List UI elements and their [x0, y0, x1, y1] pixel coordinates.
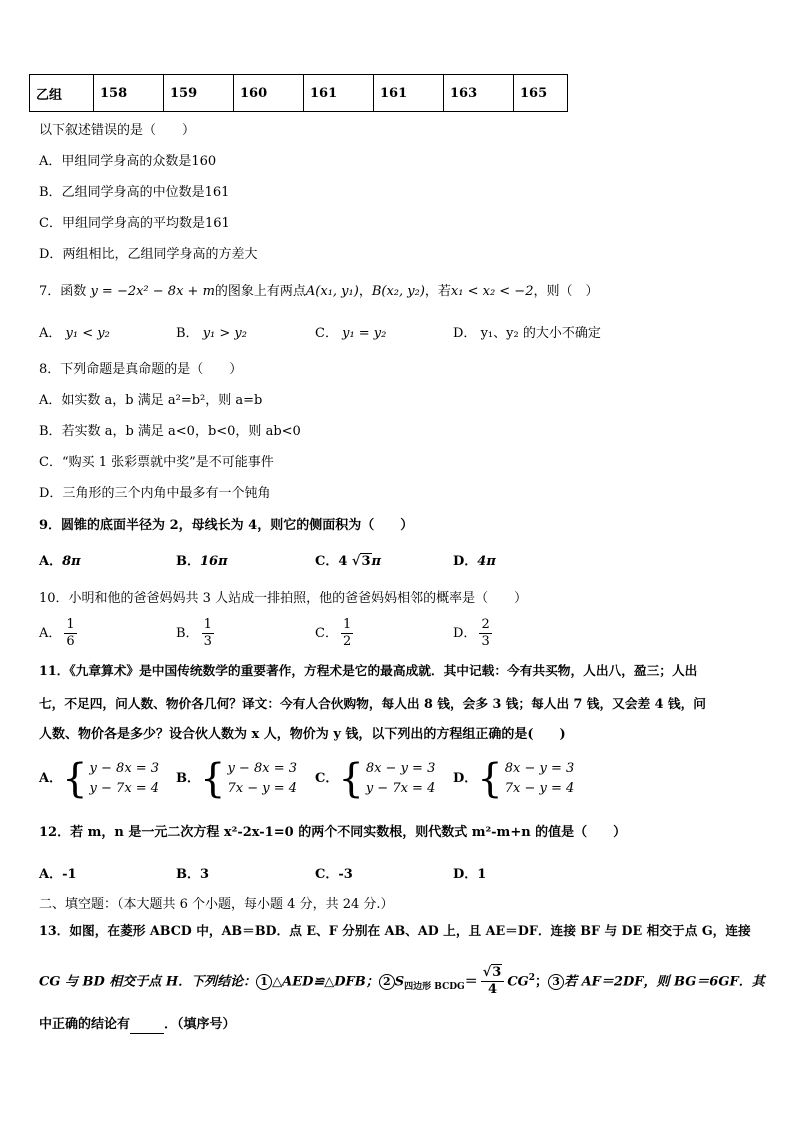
option-text: 1 — [477, 867, 487, 882]
q11-option-a — [39, 757, 159, 801]
stem-text: 若 AF＝2DF，则 BG＝6GF．其 — [564, 974, 765, 990]
option-label: D． — [453, 867, 478, 882]
option-label: A． — [39, 154, 62, 169]
q11-option-d — [453, 757, 574, 801]
circled-number-icon: 1 — [256, 974, 272, 990]
q12-option-a — [39, 866, 77, 884]
q13-line-2 — [39, 958, 765, 1007]
table-row — [30, 75, 568, 112]
stem-text: ； — [535, 974, 549, 990]
option-text: 甲组同学身高的平均数是161 — [61, 216, 230, 231]
option-text: 4π — [477, 554, 496, 569]
stem-text: ．（填序号） — [164, 1017, 236, 1032]
option-text: y₁ = y₂ — [342, 326, 387, 341]
answer-blank[interactable] — [130, 1019, 164, 1034]
denominator: 6 — [66, 634, 75, 649]
fraction — [481, 965, 505, 998]
point-a: A(x₁, y₁) — [305, 284, 359, 299]
option-label: B． — [176, 554, 200, 569]
option-label: C． — [315, 554, 339, 569]
q10-option-a — [39, 617, 80, 651]
function-expression: y = −2x² − 8x + m — [90, 284, 215, 299]
option-label: B． — [176, 867, 200, 882]
section-heading: 二、填空题：（本大题共 6 个小题，每小题 4 分，共 24 分.） — [39, 897, 394, 912]
stem-text: △AED≌△DFB； — [272, 974, 379, 990]
table-cell: 159 — [164, 75, 234, 112]
option-label: C． — [315, 771, 339, 786]
circled-number-icon: 3 — [548, 974, 564, 990]
q11-line-2: 七，不足四，问人数、物价各几何？译文：今有人合伙购物，每人出 8 钱，会多 3 钱；每人出 7 钱，又会差 4 钱，问 — [39, 696, 706, 711]
equation-row: y − 7x = 4 — [365, 780, 436, 796]
option-label: C． — [315, 626, 338, 641]
q12-option-b — [176, 866, 209, 884]
option-text: 乙组同学身高的中位数是161 — [61, 185, 230, 200]
option-label: D． — [453, 326, 477, 341]
table-cell: 165 — [514, 75, 568, 112]
q12-stem: 12．若 m，n 是一元二次方程 x²-2x-1=0 的两个不同实数根，则代数式 m²-m+n 的值是（ ） — [39, 825, 627, 840]
q13-line-3 — [39, 1016, 236, 1034]
q6-option-c — [39, 215, 230, 233]
q10-option-c — [315, 617, 356, 651]
q7-option-b — [176, 325, 247, 343]
option-text: “购买 1 张彩票就中奖”是不可能事件 — [61, 455, 274, 470]
brace-icon: { — [62, 755, 88, 802]
q6-option-b — [39, 184, 229, 202]
option-label: A． — [39, 554, 63, 569]
coefficient: 4 — [338, 554, 348, 569]
equation-row: y − 8x = 3 — [89, 760, 160, 776]
q10-option-d — [453, 617, 495, 651]
option-label: D． — [453, 771, 478, 786]
option-label: B． — [39, 185, 62, 200]
option-label: C． — [39, 216, 62, 231]
option-text: 8π — [62, 554, 81, 569]
q11-line-3: 人数、物价各是多少？设合伙人数为 x 人，物价为 y 钱，以下列出的方程组正确的是( ) — [39, 727, 566, 742]
option-label: A． — [39, 771, 63, 786]
stem-text: ， — [358, 284, 372, 299]
stem-text: ＝ — [464, 974, 478, 990]
q8-stem: 8．下列命题是真命题的是（ ） — [39, 362, 243, 377]
denominator: 4 — [488, 982, 498, 998]
equation-row: y − 7x = 4 — [89, 780, 160, 796]
option-label: B． — [176, 626, 199, 641]
q7-stem — [39, 283, 599, 301]
q6-option-d — [39, 246, 257, 264]
equation-system — [200, 755, 297, 802]
q9-option-c: C．4 √3π — [315, 554, 382, 569]
equation-system — [477, 755, 575, 802]
equation-row: 8x − y = 3 — [365, 760, 436, 776]
table-cell: 163 — [444, 75, 514, 112]
option-label: B． — [39, 424, 62, 439]
equation-system — [62, 755, 160, 802]
option-label: D． — [453, 626, 477, 641]
table-cell: 161 — [374, 75, 444, 112]
brace-icon: { — [477, 755, 503, 802]
option-label: B． — [176, 326, 199, 341]
q8-option-c — [39, 454, 274, 472]
fraction — [202, 617, 214, 650]
q8-option-d — [39, 485, 270, 503]
q9-stem: 9．圆锥的底面半径为 2，母线长为 4，则它的侧面积为（ ） — [39, 518, 414, 533]
q7-option-c — [315, 325, 386, 343]
stem-text: ，则（ ） — [533, 284, 599, 299]
equation-row: 7x − y = 4 — [227, 780, 297, 796]
question-number: 7． — [39, 284, 61, 299]
denominator: 3 — [481, 634, 490, 649]
fraction — [479, 617, 491, 650]
option-label: C． — [315, 867, 339, 882]
option-label: D． — [39, 486, 63, 501]
option-label: C． — [39, 455, 62, 470]
option-label: D． — [39, 247, 63, 262]
table-cell: 乙组 — [30, 75, 94, 112]
table-cell: 161 — [304, 75, 374, 112]
condition-expression: x₁ < x₂ < −2 — [450, 284, 534, 299]
stem-text: ，若 — [424, 284, 451, 299]
option-label: A． — [39, 867, 63, 882]
option-label: B． — [176, 771, 200, 786]
numerator: √3 — [481, 965, 505, 982]
q7-option-d — [453, 325, 601, 343]
q9-option-b — [176, 553, 228, 571]
option-label: A． — [39, 626, 62, 641]
option-text: -1 — [62, 867, 77, 882]
option-label: D． — [453, 554, 478, 569]
stem-text: CG 与 BD 相交于点 H．下列结论： — [39, 974, 257, 990]
option-label: C． — [315, 326, 338, 341]
area-subscript: 四边形 BCDG — [404, 981, 465, 992]
pi-symbol: π — [371, 554, 382, 569]
radicand: 3 — [361, 554, 371, 569]
q13-line-1: 13．如图，在菱形 ABCD 中，AB＝BD．点 E、F 分别在 AB、AD 上，且 AE＝DF．连接 BF 与 DE 相交于点 G，连接 — [39, 923, 751, 938]
option-text: y₁ > y₂ — [202, 326, 247, 341]
numerator: 2 — [481, 617, 490, 632]
equation-row: y − 8x = 3 — [227, 760, 297, 776]
option-text: -3 — [338, 867, 353, 882]
option-label: A． — [39, 326, 62, 341]
denominator: 2 — [342, 634, 352, 649]
q9-option-d — [453, 553, 496, 571]
q8-option-a — [39, 392, 262, 410]
q6-stem: 以下叙述错误的是（ ） — [39, 123, 196, 138]
option-label: A． — [39, 393, 62, 408]
stem-text: 函数 — [60, 284, 87, 299]
fraction — [64, 617, 76, 650]
numerator: 1 — [203, 617, 212, 632]
equation-row: 8x − y = 3 — [504, 760, 575, 776]
option-text: 3 — [200, 867, 210, 882]
option-text: 若实数 a，b 满足 a<0，b<0，则 ab<0 — [61, 424, 301, 439]
circled-number-icon: 2 — [379, 974, 395, 990]
radicand: 3 — [492, 965, 502, 981]
numerator: 1 — [66, 617, 75, 632]
area-symbol: S — [394, 974, 405, 990]
option-text: 16π — [200, 554, 228, 569]
q12-option-c — [315, 866, 353, 884]
equation-row: 7x − y = 4 — [504, 780, 575, 796]
option-text: y₁、y₂ 的大小不确定 — [480, 326, 601, 341]
stem-text: CG — [507, 974, 529, 990]
denominator: 3 — [203, 634, 212, 649]
height-table — [29, 74, 568, 112]
q7-option-a — [39, 325, 110, 343]
q10-stem: 10．小明和他的爸爸妈妈共 3 人站成一排拍照，他的爸爸妈妈相邻的概率是（ ） — [39, 591, 528, 606]
q10-option-b — [176, 617, 217, 651]
q9-option-a — [39, 553, 81, 571]
option-text: 三角形的三个内角中最多有一个钝角 — [62, 486, 271, 501]
equation-system — [338, 755, 436, 802]
option-text: y₁ < y₂ — [65, 326, 110, 341]
numerator: 1 — [342, 617, 352, 632]
q11-option-b — [176, 757, 297, 801]
q11-option-c — [315, 757, 435, 801]
q8-option-b — [39, 423, 301, 441]
option-text: 甲组同学身高的众数是160 — [61, 154, 217, 169]
stem-text: 的图象上有两点 — [214, 284, 306, 299]
option-text: 如实数 a，b 满足 a²=b²，则 a=b — [61, 393, 263, 408]
table-cell: 158 — [94, 75, 164, 112]
table-cell: 160 — [234, 75, 304, 112]
q11-line-1: 11．《九章算术》是中国传统数学的重要著作，方程术是它的最高成就．其中记载：今有共买物，人出八，盈三；人出 — [39, 663, 698, 678]
stem-text: 中正确的结论有 — [39, 1017, 131, 1032]
q6-option-a — [39, 153, 216, 171]
fraction — [341, 617, 353, 650]
q12-option-d — [453, 866, 486, 884]
brace-icon: { — [200, 755, 226, 802]
point-b: B(x₂, y₂) — [371, 284, 425, 299]
exponent: 2 — [528, 973, 536, 983]
brace-icon: { — [338, 755, 364, 802]
option-text: 两组相比，乙组同学身高的方差大 — [62, 247, 258, 262]
